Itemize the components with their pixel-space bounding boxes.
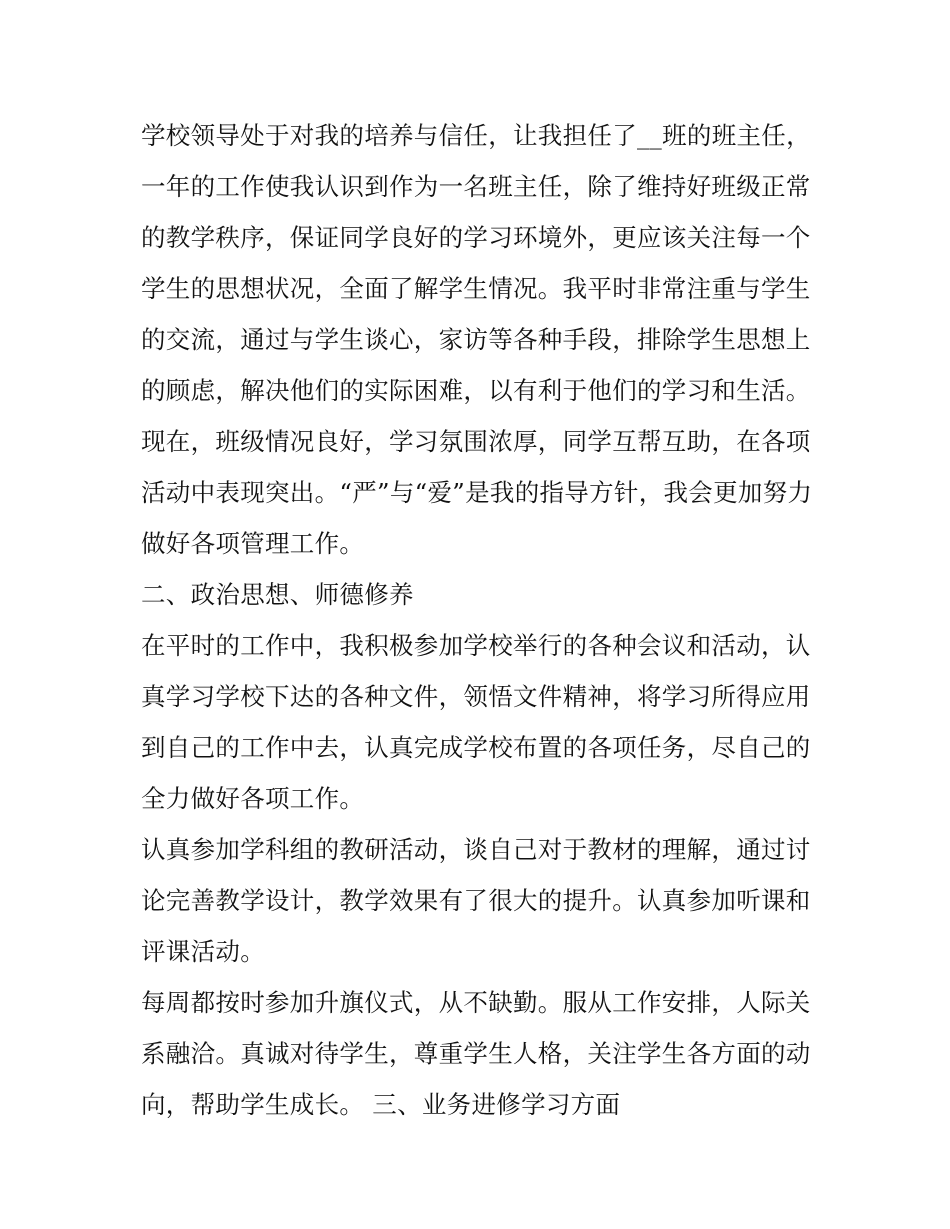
text-line: 系融洽。真诚对待学生，尊重学生人格，关注学生各方面的动 — [141, 1039, 811, 1068]
text-line: 现在，班级情况良好，学习氛围浓厚，同学互帮互助，在各项 — [141, 427, 811, 456]
text-line: 真学习学校下达的各种文件，领悟文件精神，将学习所得应用 — [141, 682, 811, 711]
text-line: 全力做好各项工作。 — [141, 784, 365, 813]
text-line: 的教学秩序，保证同学良好的学习环境外，更应该关注每一个 — [141, 223, 811, 252]
text-line: 学生的思想状况，全面了解学生情况。我平时非常注重与学生 — [141, 274, 811, 303]
text-line: 的交流，通过与学生谈心，家访等各种手段，排除学生思想上 — [141, 325, 811, 354]
text-line: 每周都按时参加升旗仪式，从不缺勤。服从工作安排，人际关 — [141, 988, 811, 1017]
section-heading: 二、政治思想、师德修养 — [141, 580, 414, 609]
text-line: 活动中表现突出。“严”与“爱”是我的指导方针，我会更加努力 — [141, 478, 813, 507]
text-line: 在平时的工作中，我积极参加学校举行的各种会议和活动，认 — [141, 631, 811, 660]
text-line: 论完善教学设计，教学效果有了很大的提升。认真参加听课和 — [141, 886, 811, 915]
text-line: 向，帮助学生成长。 三、业务进修学习方面 — [141, 1090, 621, 1119]
text-line: 一年的工作使我认识到作为一名班主任，除了维持好班级正常 — [141, 172, 811, 201]
text-line: 学校领导处于对我的培养与信任，让我担任了__班的班主任， — [141, 121, 811, 150]
text-line: 到自己的工作中去，认真完成学校布置的各项任务，尽自己的 — [141, 733, 811, 762]
text-line: 认真参加学科组的教研活动，谈自己对于教材的理解，通过讨 — [141, 835, 811, 864]
text-line: 评课活动。 — [141, 937, 265, 966]
text-line: 做好各项管理工作。 — [141, 529, 365, 558]
text-line: 的顾虑，解决他们的实际困难，以有利于他们的学习和生活。 — [141, 376, 811, 405]
